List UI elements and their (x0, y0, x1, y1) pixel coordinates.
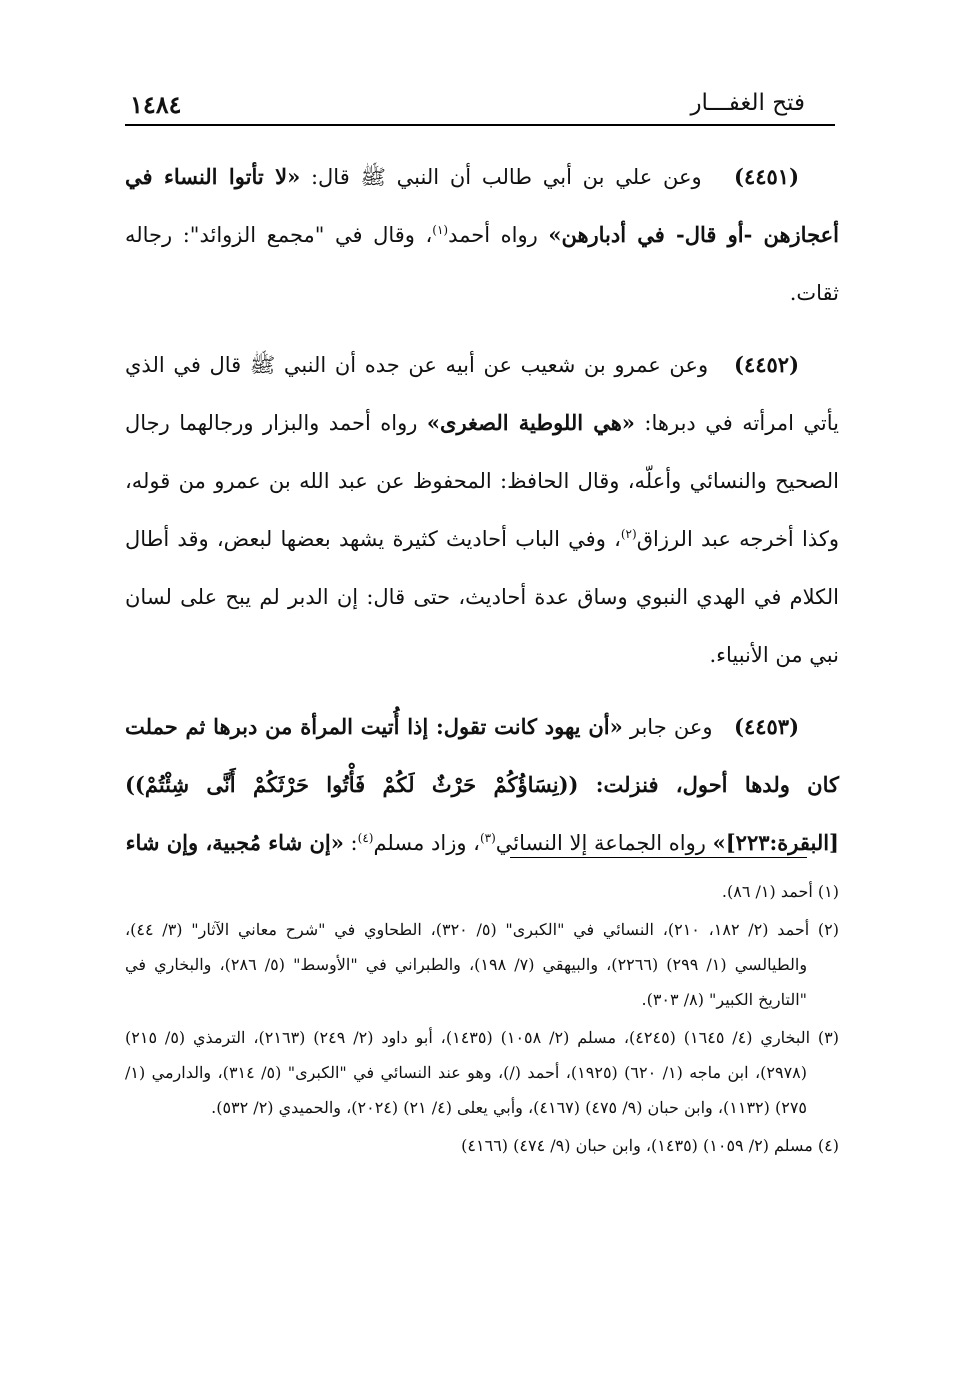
page-number: ١٤٨٤ (130, 90, 182, 119)
hadith-number: (٤٤٥١) (734, 164, 800, 189)
header-rule (125, 124, 835, 126)
main-text (125, 148, 839, 886)
hadith-number: (٤٤٥٣) (734, 714, 799, 739)
hadith-quote: «أن يهود كانت تقول: إذا أُتيت المرأة من دبرها ثم حملت كان ولدها أحول، فنزلت: ((نِسَاؤُكُمْ حَرْثٌ لَكُمْ فَأْتُوا حَرْثَكُمْ أَنَّى شِئْتُمْ)) [البقرة:٢٢٣]» (125, 714, 839, 855)
hadith-intro: وعن جابر (622, 715, 713, 739)
footnote-separator (510, 857, 807, 858)
hadith-quote: «إن شاء مُجبية، وإن شاء (125, 830, 344, 855)
footnote: (٤) مسلم (٢/ ١٠٥٩) (١٤٣٥)، وابن حبان (٩/ ٤٧٤) (٤١٦٦) (461, 1136, 839, 1155)
hadith-paragraph (125, 336, 839, 684)
hadith-source: رواه أحمد (448, 223, 549, 247)
hadith-intro: وعن عمرو بن شعيب عن أبيه عن جده أن النبي ﷺ قال في الذي يأتي امرأته في دبرها: (125, 353, 839, 435)
hadith-paragraph (125, 148, 839, 322)
hadith-comment: : (343, 831, 358, 855)
book-title: فتح الغفـــار (690, 90, 805, 116)
footnote-ref: (٢) (620, 527, 637, 541)
hadith-quote: «لا تأتوا النساء في أعجازهن -أو قال- في أدبارهن» (125, 164, 840, 247)
hadith-comment: ، وزاد مسلم (373, 831, 480, 855)
hadith-number: (٤٤٥٢) (734, 352, 799, 377)
hadith-comment: ، وقال في "مجمع الزوائد": رجاله ثقات. (125, 223, 839, 305)
page-header (125, 88, 835, 128)
hadith-source: رواه أحمد والبزار ورجالهما رجال الصحيح والنسائي وأعلّه، وقال الحافظ: المحفوظ عن عبد الله بن عمرو من قوله، وكذا أخرجه عبد الرزاق (125, 411, 839, 551)
hadith-paragraph (125, 698, 839, 872)
hadith-source: رواه الجماعة إلا النسائي (495, 831, 713, 855)
footnote: (٢) أحمد (٢/ ١٨٢، ٢١٠)، النسائي في "الكبرى" (٥/ ٣٢٠)، الطحاوي في "شرح معاني الآثار" (٣/ ٤٤)، والطيالسي (١/ ٢٩٩) (٢٢٦٦)، والبيهقي (٧/ ١٩٨)، والطبراني في "الأوسط" (٥/ ٢٨٦)، والبخاري في "التاريخ الكبير" (٨/ ٣٠٣). (125, 920, 840, 1009)
footnote-ref: (٣) (479, 831, 496, 845)
footnote-ref: (٤) (357, 831, 374, 845)
footnote: (١) أحمد (١/ ٨٦). (721, 882, 839, 901)
footnote: (٣) البخاري (٤/ ١٦٤٥) (٤٢٤٥)، مسلم (٢/ ١٠٥٨) (١٤٣٥)، أبو داود (٢/ ٢٤٩) (٢١٦٣)، الترمذي (٥/ ٢١٥) (٢٩٧٨)، ابن ماجه (١/ ٦٢٠) (١٩٢٥)، أحمد (/)، وهو عند النسائي في "الكبرى" (٥/ ٣١٤)، والدارمي (١/ ٢٧٥) (١١٣٢)، وابن حبان (٩/ ٤٧٥) (٤١٦٧)، وأبي يعلى (٤/ ٢١) (٢٠٢٤)، والحميدي (٢/ ٥٣٢). (125, 1028, 839, 1117)
footnote-ref: (١) (432, 223, 449, 237)
hadith-quote: «هي اللوطية الصغرى» (426, 410, 635, 435)
hadith-intro: وعن علي بن أبي طالب أن النبي ﷺ قال: (300, 165, 702, 189)
footnotes (125, 874, 839, 1166)
hadith-comment: ، وفي الباب أحاديث كثيرة يشهد بعضها لبعض، وقد أطال الكلام في الهدي النبوي وساق عدة أحاديث، حتى قال: إن الدبر لم يبح على لسان نبي من الأنبياء. (125, 527, 839, 667)
